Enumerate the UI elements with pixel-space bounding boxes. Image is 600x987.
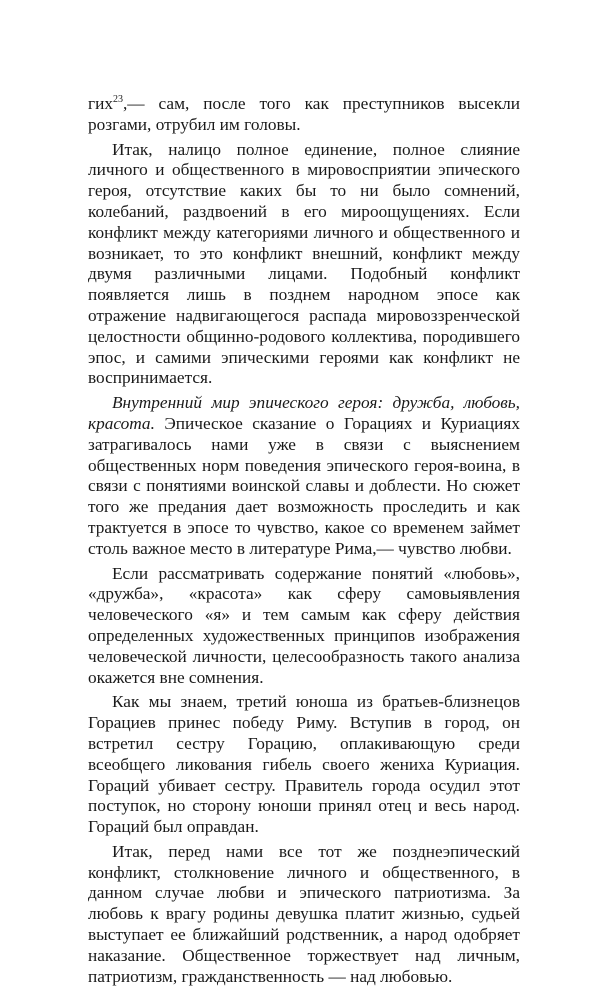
paragraph-body: Эпическое сказание о Горациях и Куриациях затрагивалось нами уже в связи с выяснением общественных норм поведения эпического героя-воина, в связи с понятиями воинской славы и доблести. Но сюжет того же предания дает возможность проследить и как трактуется в эпосе то чувство, какое со временем займет столь важное место в литературе Рима,— чувство любви.: [88, 413, 520, 558]
paragraph-inner-world: [88, 393, 520, 559]
text-fragment: ,— сам, после того как преступников высекли розгами, отрубил им головы.: [88, 94, 520, 134]
footnote-marker: 23: [112, 94, 123, 106]
paragraph-conflict: Итак, налицо полное единение, полное слияние личного и общественного в мировосприятии эпического героя, отсутствие каких бы то ни было сомнений, колебаний, раздвоений в его мироощущениях. Если конфликт между категориями личного и общественного и возникает, то это конфликт внешний, конфликт между двумя различными лицами. Подобный конфликт появляется лишь в позднем народном эпосе как отражение надвигающегося распада мировоззренческой целостности общинно-родового коллектива, породившего эпос, и самими эпическими героями как конфликт не воспринимается.: [88, 139, 520, 388]
section-heading: Внутренний мир эпического героя: дружба, любовь, красота.: [88, 393, 520, 433]
text-fragment: гих: [88, 94, 113, 113]
paragraph-concepts: Если рассматривать содержание понятий «любовь», «дружба», «красота» как сферу самовыявления человеческого «я» и тем самым как сферу действия определенных художественных принципов изображения человеческой личности, целесообразность такого анализа окажется вне сомнения.: [88, 563, 520, 687]
paragraph-conclusion: Итак, перед нами все тот же позднеэпический конфликт, столкновение личного и общественного, в данном случае любви и эпического патриотизма. За любовь к врагу родины девушка платит жизнью, судьей выступает ее ближайший родственник, а народ одобряет наказание. Общественное торжествует над личным, патриотизм, гражданственность — над любовью.: [88, 841, 520, 986]
paragraph-continuation: [88, 94, 520, 136]
paragraph-horatii: Как мы знаем, третий юноша из братьев-близнецов Горациев принес победу Риму. Вступив в город, он встретил сестру Горацию, оплакивающую среди всеобщего ликования гибель своего жениха Куриация. Гораций убивает сестру. Правитель города осудил этот поступок, но сторону юноши принял отец и весь народ. Гораций был оправдан.: [88, 692, 520, 837]
page-text: [88, 94, 520, 987]
